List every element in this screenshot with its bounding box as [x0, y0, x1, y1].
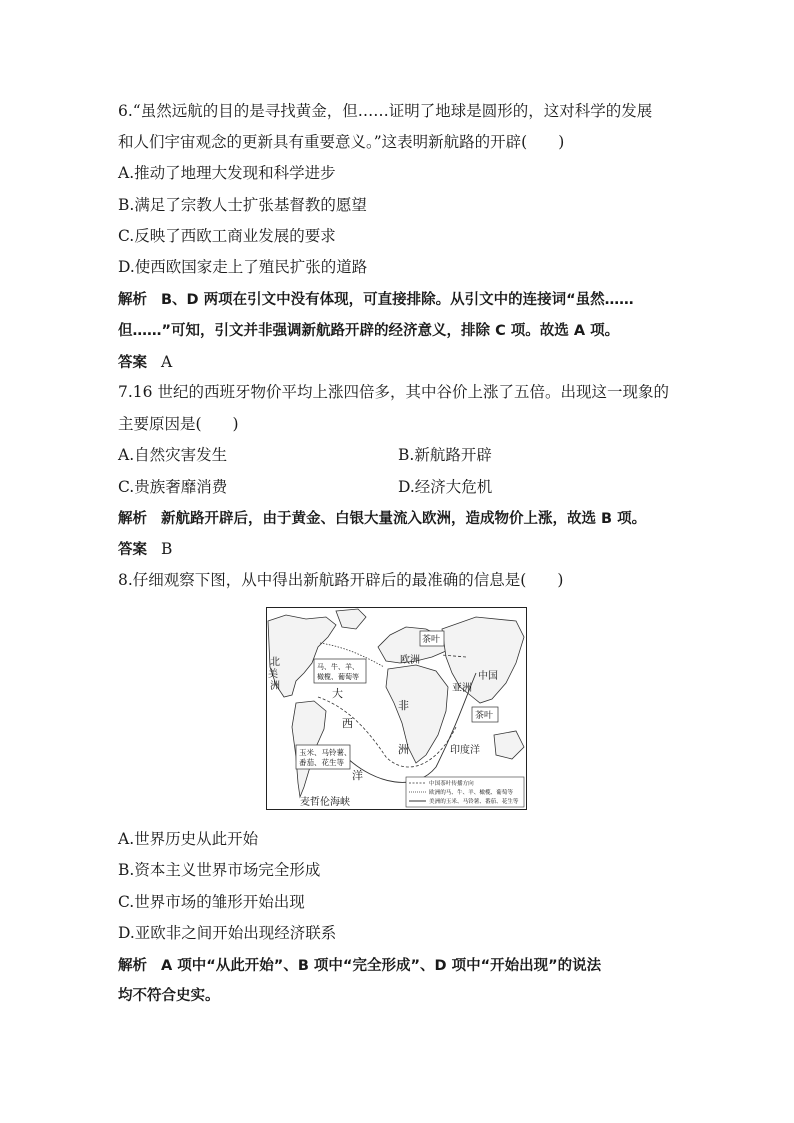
- map-label-indian-ocean: 印度洋: [450, 745, 480, 756]
- q7-answer-line: [118, 538, 172, 561]
- q7-answer-value: B: [161, 540, 173, 558]
- q7-option-d: D.经济大危机: [398, 478, 493, 496]
- q6-option-b: B.满足了宗教人士扩张基督教的愿望: [118, 196, 367, 214]
- map-label-magellan: 麦哲伦海峡: [300, 797, 350, 808]
- q6-answer-line: [118, 351, 172, 374]
- map-box-america-line1: 玉米、马铃薯、: [299, 748, 352, 757]
- map-label-yang: 洋: [352, 769, 363, 782]
- map-box-america-line2: 番茄、花生等: [299, 758, 344, 767]
- q8-option-b: B.资本主义世界市场完全形成: [118, 861, 321, 879]
- q8-analysis-text1: A 项中“从此开始”、B 项中“完全形成”、D 项中“开始出现”的说法: [161, 958, 602, 974]
- map-label-asia: 亚洲: [452, 683, 472, 694]
- map-box-europe-line1: 马、牛、羊、: [317, 663, 359, 671]
- map-legend-tea: 中国茶叶传播方向: [429, 781, 474, 787]
- q6-stem-line1: 6.“虽然远航的目的是寻找黄金，但……证明了地球是圆形的，这对科学的发展: [118, 102, 653, 120]
- q7-option-b: B.新航路开辟: [398, 446, 492, 464]
- q7-answer-label: 答案: [118, 542, 147, 558]
- q6-option-d: D.使西欧国家走上了殖民扩张的道路: [118, 258, 368, 276]
- q8-option-a: A.世界历史从此开始: [118, 830, 259, 848]
- q7-option-c: C.贵族奢靡消费: [118, 478, 228, 496]
- map-label-tea-2: 茶叶: [475, 711, 494, 721]
- q8-stem: 8.仔细观察下图，从中得出新航路开辟后的最准确的信息是( ): [118, 571, 564, 589]
- q7-stem-line1: 7.16 世纪的西班牙物价平均上涨四倍多，其中谷价上涨了五倍。出现这一现象的: [118, 383, 669, 401]
- q7-analysis-line: [118, 507, 646, 530]
- q7-analysis-text: 新航路开辟后，由于黄金、白银大量流入欧洲，造成物价上涨，故选 B 项。: [161, 511, 647, 527]
- q6-analysis-line1: [118, 288, 634, 311]
- q8-analysis-line1: [118, 954, 601, 977]
- map-label-tea-1: 茶叶: [422, 635, 441, 645]
- q6-answer-label: 答案: [118, 355, 147, 371]
- map-label-north-america-1: 北: [270, 657, 280, 668]
- map-label-north-america-3: 洲: [270, 681, 280, 692]
- trade-route-map: [266, 607, 527, 810]
- q6-answer-value: A: [161, 353, 173, 371]
- map-legend-america: 美洲的玉米、马铃薯、番茄、花生等: [429, 799, 519, 805]
- map-box-europe-line2: 橄榄、葡萄等: [317, 673, 359, 681]
- q6-analysis-line2: 但……”可知，引文并非强调新航路开辟的经济意义，排除 C 项。故选 A 项。: [118, 323, 620, 339]
- q7-option-a: A.自然灾害发生: [118, 446, 228, 464]
- q6-option-a: A.推动了地理大发现和科学进步: [118, 164, 336, 182]
- map-label-fei: 非: [398, 699, 409, 712]
- q7-analysis-label: 解析: [118, 511, 147, 527]
- map-legend-europe: 欧洲的马、牛、羊、橄榄、葡萄等: [429, 790, 513, 796]
- q7-stem-line2: 主要原因是( ): [118, 415, 239, 433]
- q6-analysis-text1: B、D 两项在引文中没有体现，可直接排除。从引文中的连接词“虽然……: [161, 292, 634, 308]
- q8-analysis-label: 解析: [118, 958, 147, 974]
- map-label-europe: 欧洲: [400, 655, 420, 666]
- q6-option-c: C.反映了西欧工商业发展的要求: [118, 227, 336, 245]
- map-label-north-america-2: 美: [268, 669, 278, 680]
- q8-analysis-line2: 均不符合史实。: [118, 988, 220, 1004]
- map-label-da: 大: [332, 687, 343, 700]
- map-label-zhou: 洲: [398, 743, 409, 756]
- q6-stem-line2: 和人们宇宙观念的更新具有重要意义。”这表明新航路的开辟( ): [118, 133, 565, 151]
- q8-option-c: C.世界市场的雏形开始出现: [118, 893, 305, 911]
- q6-analysis-label: 解析: [118, 292, 147, 308]
- q8-option-d: D.亚欧非之间开始出现经济联系: [118, 924, 337, 942]
- map-label-china: 中国: [478, 671, 498, 682]
- map-label-xi: 西: [342, 717, 353, 730]
